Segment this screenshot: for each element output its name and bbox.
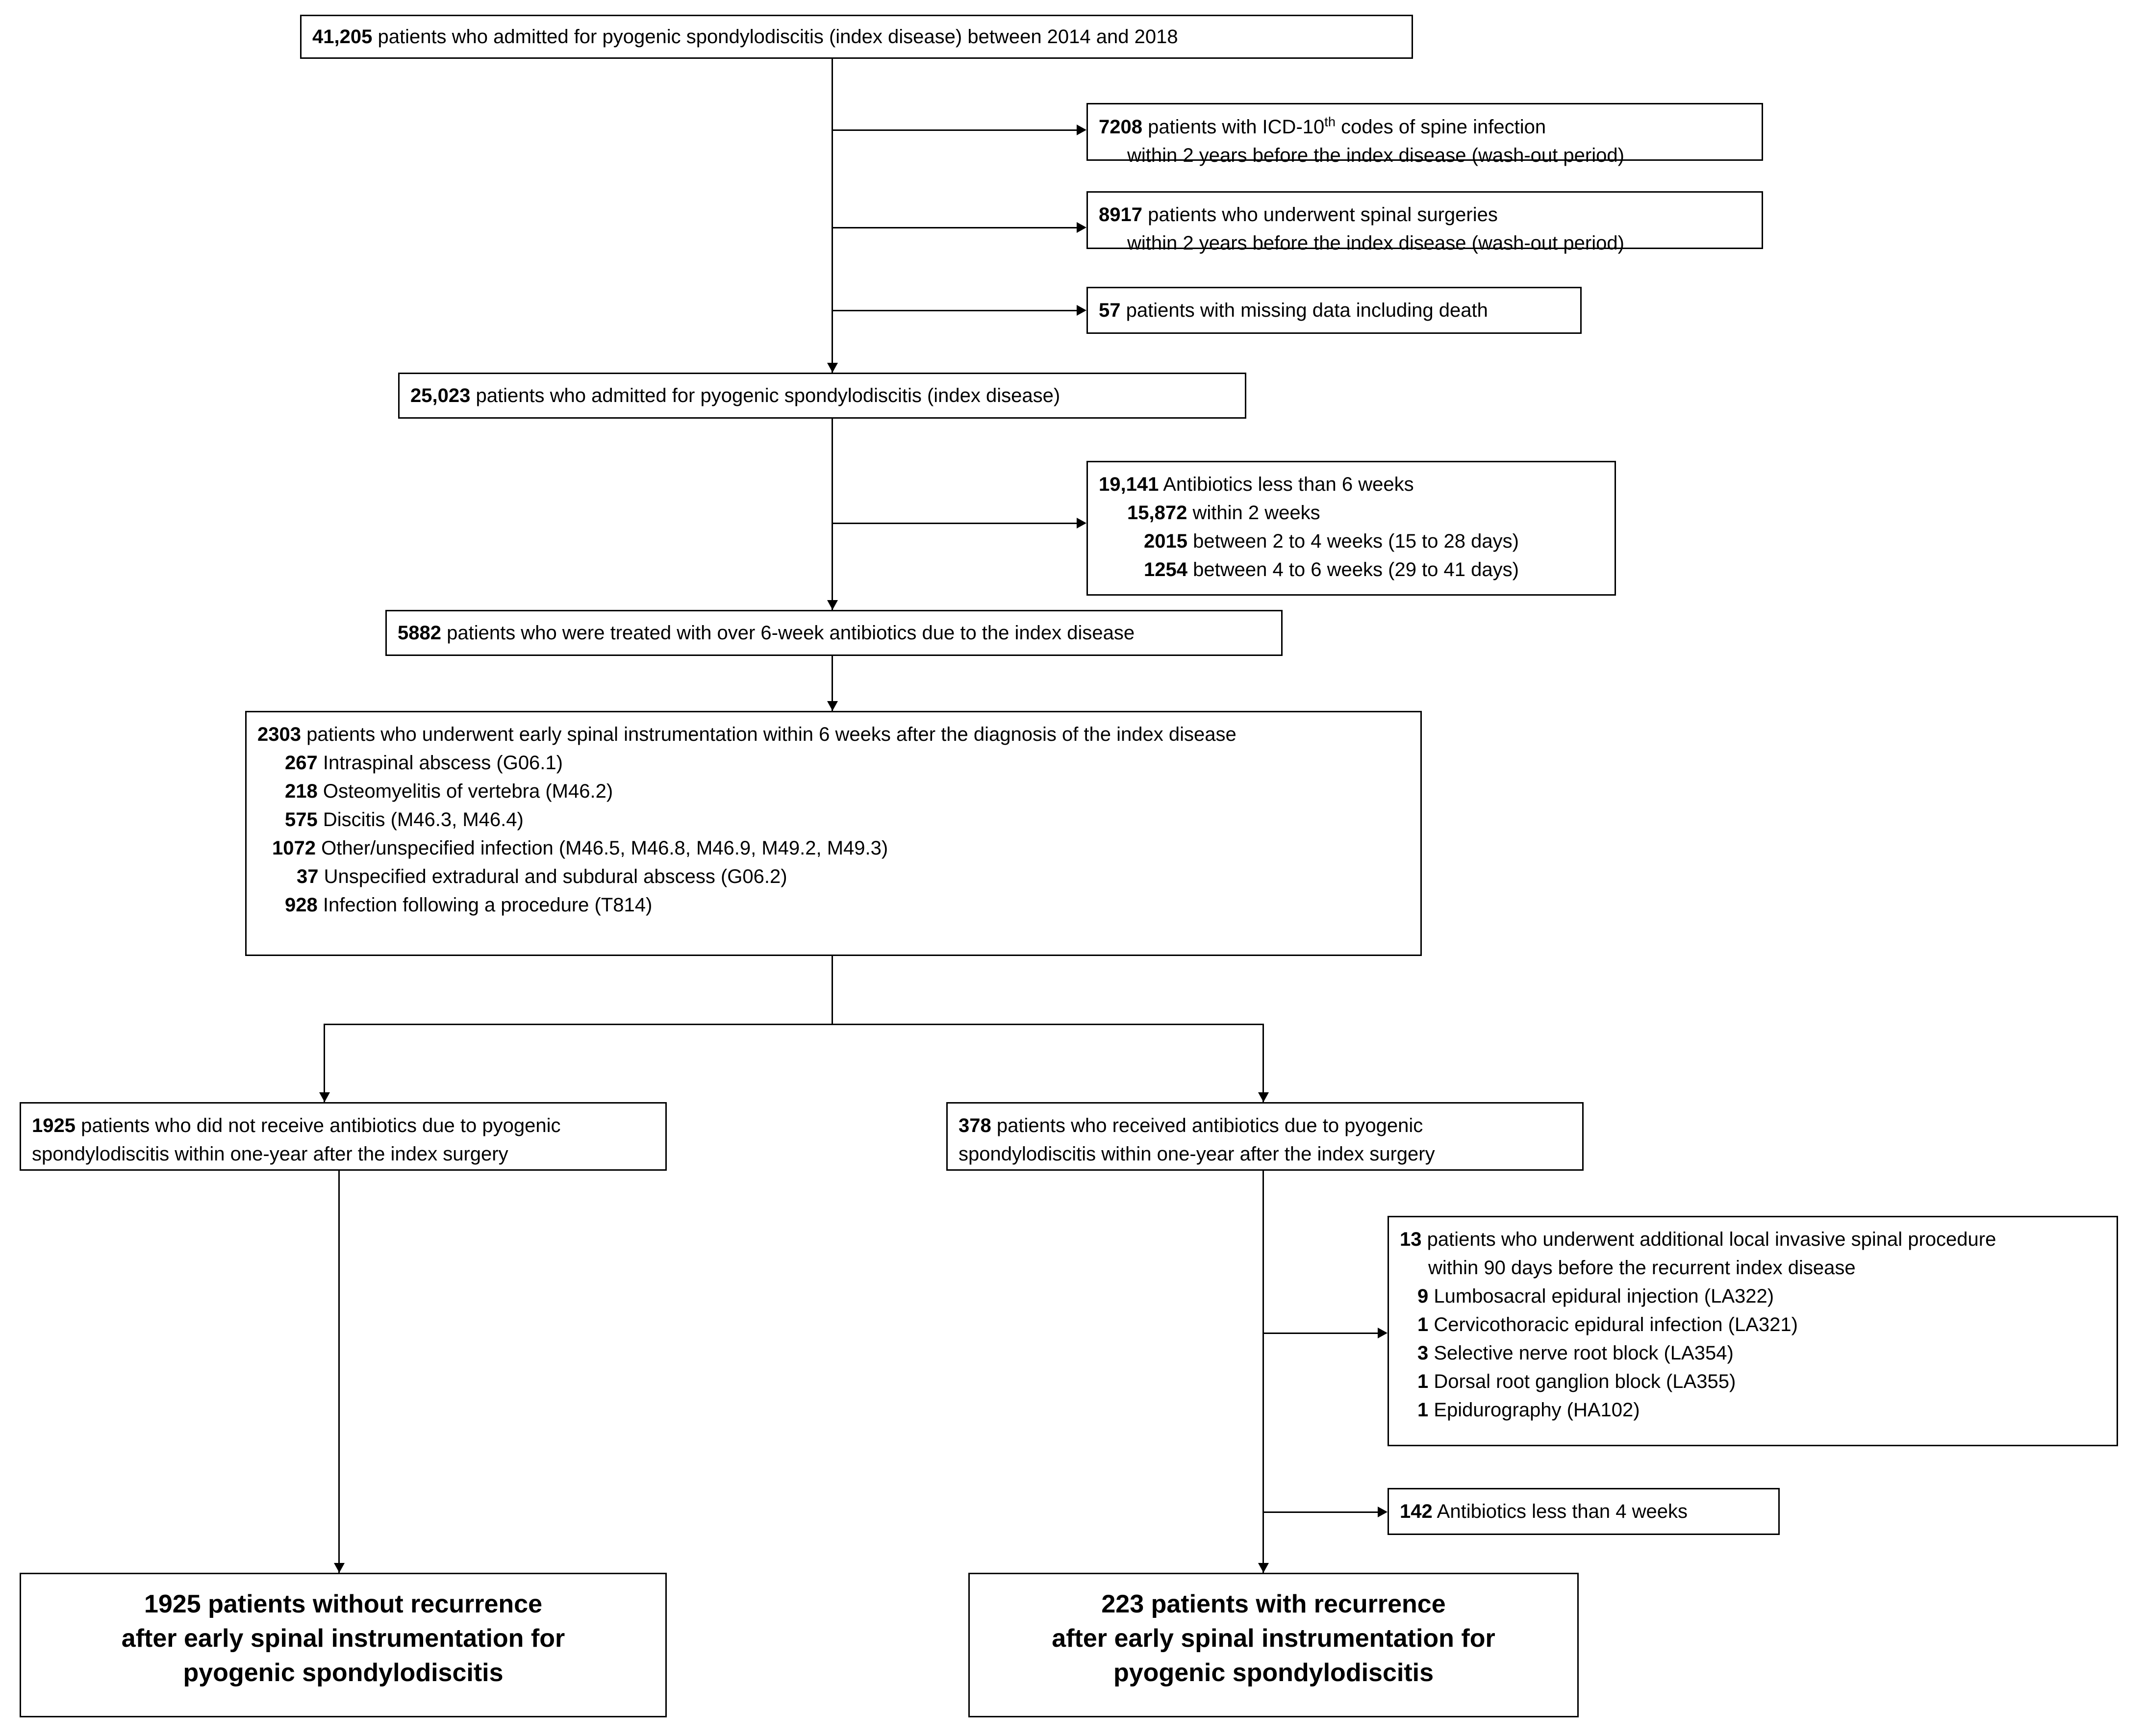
node-4-item-count: 1072	[272, 837, 316, 859]
node-4-item	[285, 749, 1410, 777]
connector-split-right	[1262, 1024, 1264, 1102]
node-4	[245, 711, 1422, 956]
right-branch-line1: patients who received antibiotics due to pyogenic	[991, 1115, 1423, 1136]
exclusion-5-item-count: 1	[1417, 1314, 1429, 1335]
node-4-item-count: 575	[285, 809, 318, 830]
exclusion-5-item-count: 1	[1417, 1371, 1429, 1392]
left-branch-line1: patients who did not receive antibiotics due to pyogenic	[75, 1115, 561, 1136]
exclusion-5-item-count: 3	[1417, 1342, 1429, 1364]
arrowhead-node3	[827, 600, 838, 610]
node-exclusion-5	[1388, 1216, 2118, 1446]
exclusion-3-count: 57	[1099, 300, 1121, 321]
right-branch-line2: spondylodiscitis within one-year after the index surgery	[959, 1143, 1435, 1165]
arrowhead-node2	[827, 363, 838, 373]
node-exclusion-6	[1388, 1488, 1780, 1535]
node-4-item	[285, 777, 1410, 805]
node-4-item-text: Infection following a procedure (T814)	[317, 894, 653, 916]
node-left-branch	[20, 1102, 667, 1171]
arrowhead-right-branch	[1258, 1092, 1269, 1102]
arrowhead-final-left	[334, 1563, 345, 1573]
exclusion-4-line1-count: 19,141	[1099, 474, 1159, 495]
node-right-branch	[946, 1102, 1584, 1171]
exclusion-1-line1: patients with ICD-10	[1142, 116, 1325, 138]
exclusion-5-item	[1417, 1310, 2106, 1339]
node-exclusion-3	[1086, 287, 1582, 334]
exclusion-5-item-text: Cervicothoracic epidural infection (LA321)	[1428, 1314, 1798, 1335]
exclusion-5-item-text: Epidurography (HA102)	[1428, 1399, 1640, 1421]
arrowhead-excl1	[1077, 125, 1086, 135]
node-4-item	[272, 834, 1410, 862]
node-4-count: 2303	[257, 724, 301, 745]
node-final-left	[20, 1573, 667, 1717]
final-right-line1: 223 patients with recurrence	[1101, 1590, 1446, 1618]
node-4-item-text: Intraspinal abscess (G06.1)	[317, 752, 563, 774]
node-4-item	[285, 805, 1410, 834]
final-left-line3: pyogenic spondylodiscitis	[183, 1659, 504, 1687]
arrowhead-excl3	[1077, 305, 1086, 316]
node-2-text: patients who admitted for pyogenic spondylodiscitis (index disease)	[470, 385, 1060, 406]
arrowhead-excl4	[1077, 518, 1086, 528]
node-4-item-count: 928	[285, 894, 318, 916]
node-4-item	[285, 891, 1410, 919]
final-right-line2: after early spinal instrumentation for	[1052, 1624, 1495, 1653]
connector-excl2	[832, 227, 1082, 228]
connector-split-left	[324, 1024, 325, 1102]
exclusion-6-count: 142	[1400, 1501, 1433, 1522]
node-4-item-count: 37	[297, 866, 319, 887]
connector-split	[324, 1024, 1264, 1025]
left-branch-count: 1925	[32, 1115, 76, 1136]
left-branch-line2: spondylodiscitis within one-year after the index surgery	[32, 1143, 508, 1165]
connector-excl5	[1262, 1333, 1383, 1334]
exclusion-4-line4-text: between 4 to 6 weeks (29 to 41 days)	[1187, 559, 1519, 580]
exclusion-1-sup: th	[1324, 114, 1336, 129]
exclusion-2-count: 8917	[1099, 204, 1142, 226]
exclusion-6-text: Antibiotics less than 4 weeks	[1432, 1501, 1688, 1522]
exclusion-5-item	[1417, 1396, 2106, 1424]
connector-excl3	[832, 310, 1082, 311]
node-top-text: patients who admitted for pyogenic spondylodiscitis (index disease) between 2014 and 2018	[372, 26, 1178, 48]
final-right-line3: pyogenic spondylodiscitis	[1113, 1659, 1434, 1687]
exclusion-1-line1b: codes of spine infection	[1335, 116, 1546, 138]
arrowhead-excl2	[1077, 222, 1086, 233]
exclusion-5-count: 13	[1400, 1229, 1422, 1250]
node-3	[385, 610, 1283, 656]
final-left-line1: 1925 patients without recurrence	[144, 1590, 543, 1618]
exclusion-4-line3-count: 2015	[1144, 530, 1187, 552]
connector-node2-trunk	[832, 419, 833, 610]
node-4-item-text: Discitis (M46.3, M46.4)	[317, 809, 524, 830]
connector-node4-down	[832, 956, 833, 1025]
connector-excl6	[1262, 1511, 1383, 1513]
exclusion-5-item-count: 1	[1417, 1399, 1429, 1421]
node-4-item	[297, 862, 1410, 891]
node-2	[398, 373, 1246, 419]
node-final-right	[968, 1573, 1579, 1717]
node-exclusion-1	[1086, 103, 1763, 167]
connector-excl1	[832, 129, 1082, 131]
exclusion-5-line2: within 90 days before the recurrent index disease	[1428, 1257, 1856, 1279]
final-left-line2: after early spinal instrumentation for	[121, 1624, 565, 1653]
node-exclusion-2	[1086, 191, 1763, 254]
node-2-count: 25,023	[410, 385, 471, 406]
connector-top-trunk	[832, 59, 833, 373]
node-3-count: 5882	[398, 622, 441, 644]
node-top-count: 41,205	[312, 26, 373, 48]
exclusion-4-line2-text: within 2 weeks	[1187, 502, 1320, 524]
exclusion-5-item	[1417, 1367, 2106, 1396]
exclusion-4-line2-count: 15,872	[1127, 502, 1187, 524]
exclusion-2-line1: patients who underwent spinal surgeries	[1142, 204, 1498, 226]
exclusion-4-line3-text: between 2 to 4 weeks (15 to 28 days)	[1187, 530, 1519, 552]
node-4-item-count: 218	[285, 780, 318, 802]
exclusion-5-item	[1417, 1282, 2106, 1310]
exclusion-2-line2: within 2 years before the index disease (wash-out period)	[1127, 232, 1624, 254]
node-4-item-text: Osteomyelitis of vertebra (M46.2)	[317, 780, 613, 802]
arrowhead-node4	[827, 701, 838, 711]
exclusion-5-item-text: Lumbosacral epidural injection (LA322)	[1428, 1285, 1774, 1307]
exclusion-4-line1-text: Antibiotics less than 6 weeks	[1159, 474, 1414, 495]
arrowhead-left-branch	[319, 1092, 330, 1102]
right-branch-count: 378	[959, 1115, 991, 1136]
arrowhead-excl6	[1378, 1507, 1388, 1517]
exclusion-5-item-text: Dorsal root ganglion block (LA355)	[1428, 1371, 1736, 1392]
node-4-item-text: Other/unspecified infection (M46.5, M46.8, M46.9, M49.2, M49.3)	[315, 837, 888, 859]
arrowhead-final-right	[1258, 1563, 1269, 1573]
node-4-item-text: Unspecified extradural and subdural abscess (G06.2)	[318, 866, 787, 887]
node-3-text: patients who were treated with over 6-week antibiotics due to the index disease	[441, 622, 1135, 644]
exclusion-5-line1: patients who underwent additional local invasive spinal procedure	[1421, 1229, 1996, 1250]
node-top	[300, 15, 1413, 59]
node-4-text: patients who underwent early spinal instrumentation within 6 weeks after the diagnosis of the index disease	[301, 724, 1237, 745]
exclusion-5-item-text: Selective nerve root block (LA354)	[1428, 1342, 1734, 1364]
exclusion-4-line4-count: 1254	[1144, 559, 1187, 580]
exclusion-5-item-count: 9	[1417, 1285, 1429, 1307]
connector-excl4	[832, 523, 1082, 524]
node-4-item-count: 267	[285, 752, 318, 774]
exclusion-5-item	[1417, 1339, 2106, 1367]
exclusion-1-count: 7208	[1099, 116, 1142, 138]
node-exclusion-4	[1086, 461, 1616, 596]
arrowhead-excl5	[1378, 1328, 1388, 1338]
exclusion-3-text: patients with missing data including death	[1120, 300, 1488, 321]
exclusion-1-line2: within 2 years before the index disease (wash-out period)	[1127, 145, 1624, 167]
connector-left-long	[338, 1171, 340, 1573]
